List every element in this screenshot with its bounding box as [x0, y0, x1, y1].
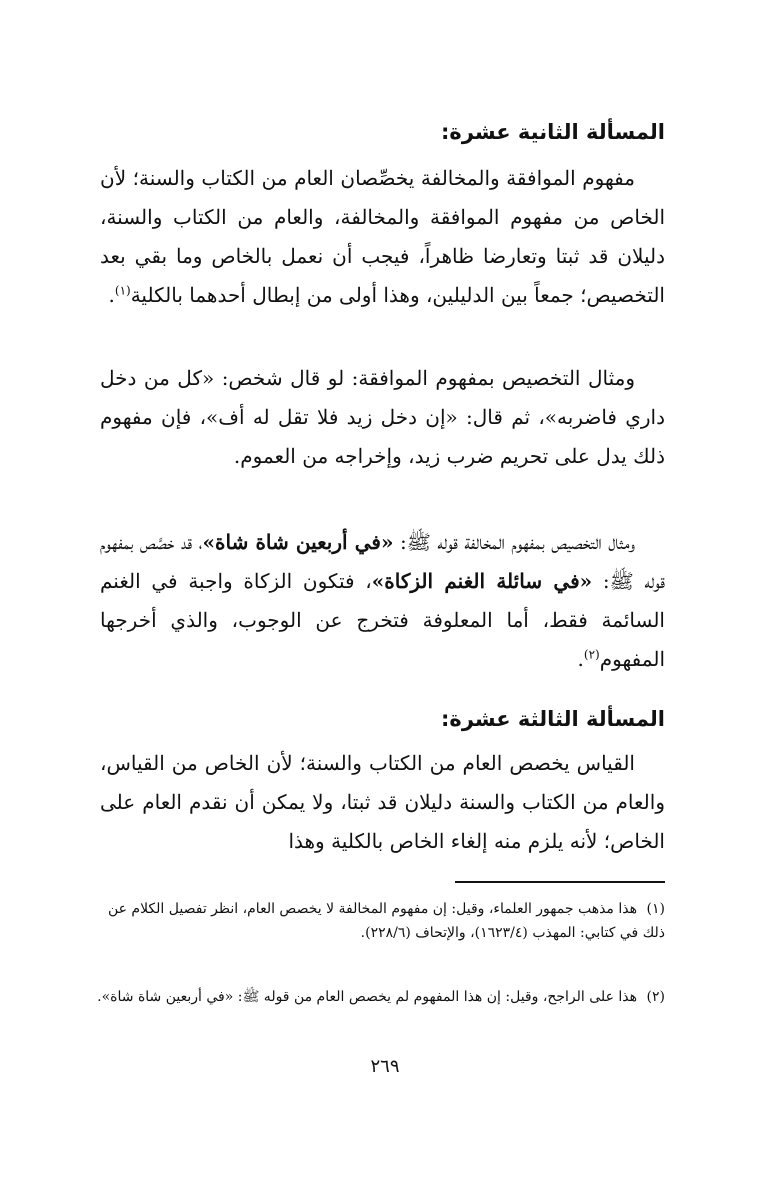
- footnote-ref-1[interactable]: (١): [114, 283, 131, 298]
- hadith-quote-1: «في أربعين شاة شاة»: [202, 530, 394, 554]
- footnote-text: هذا على الراجح، وقيل: إن هذا المفهوم لم يخصص العام من قوله ﷺ: «في أربعين شاة شاة».: [97, 989, 637, 1005]
- section-12-paragraph-3: [100, 523, 665, 679]
- section-13-heading: المسألة الثالثة عشرة:: [441, 707, 665, 731]
- section-13-heading-block: [100, 700, 665, 738]
- section-12-heading: المسألة الثانية عشرة:: [441, 120, 665, 144]
- period: .: [577, 647, 584, 671]
- section-12-paragraph-2: [100, 359, 665, 476]
- section-12-heading-block: [100, 113, 665, 151]
- paragraph-text: ، قد خصَّص بمفهوم قوله ﷺ:: [100, 530, 665, 593]
- footnote-separator: [455, 881, 665, 883]
- footnote-1: [95, 897, 665, 945]
- paragraph-text: ومثال التخصيص بمفهوم الموافقة: لو قال شخص: «كل من دخل داري فاضربه»، ثم قال: «إن دخل زيد فلا تقل له أف»، فإن مفهوم ذلك يدل على تحريم ضرب زيد، وإخراجه من العموم.: [100, 366, 665, 468]
- footnote-text: هذا مذهب جمهور العلماء، وقيل: إن مفهوم المخالفة لا يخصص العام، انظر تفصيل الكلام عن ذلك في كتابي: المهذب (١٦٢٣/٤)، والإتحاف (٢٢٨/٦).: [107, 901, 665, 941]
- footnote-2: [95, 985, 665, 1009]
- hadith-quote-2: «في سائلة الغنم الزكاة»: [371, 569, 593, 593]
- period: .: [108, 283, 115, 307]
- footnote-ref-2[interactable]: (٢): [583, 647, 600, 662]
- footnote-number: (١): [646, 901, 665, 917]
- page-number: ٢٦٩: [370, 1056, 400, 1077]
- paragraph-text: القياس يخصص العام من الكتاب والسنة؛ لأن الخاص من القياس، والعام من الكتاب والسنة دليلان قد ثبتا، ولا يمكن أن نقدم العام على الخاص؛ لأنه يلزم منه إلغاء الخاص بالكلية وهذا: [100, 751, 665, 853]
- paragraph-text: ومثال التخصيص بمفهوم المخالفة قوله ﷺ:: [393, 530, 636, 554]
- section-12-paragraph-1: [100, 159, 665, 315]
- footnote-number: (٢): [646, 989, 665, 1005]
- section-13-paragraph-1: [100, 744, 665, 861]
- paragraph-text: مفهوم الموافقة والمخالفة يخصِّصان العام من الكتاب والسنة؛ لأن الخاص من مفهوم الموافقة والمخالفة، والعام من الكتاب والسنة، دليلان قد ثبتا وتعارضا ظاهراً، فيجب أن نعمل بالخاص وما بقي بعد التخصيص؛ جمعاً بين الدليلين، وهذا أولى من إبطال أحدهما بالكلية: [100, 166, 665, 307]
- paragraph-text: ، فتكون الزكاة واجبة في الغنم السائمة فقط، أما المعلوفة فتخرج عن الوجوب، والذي أخرجها المفهوم: [100, 569, 665, 671]
